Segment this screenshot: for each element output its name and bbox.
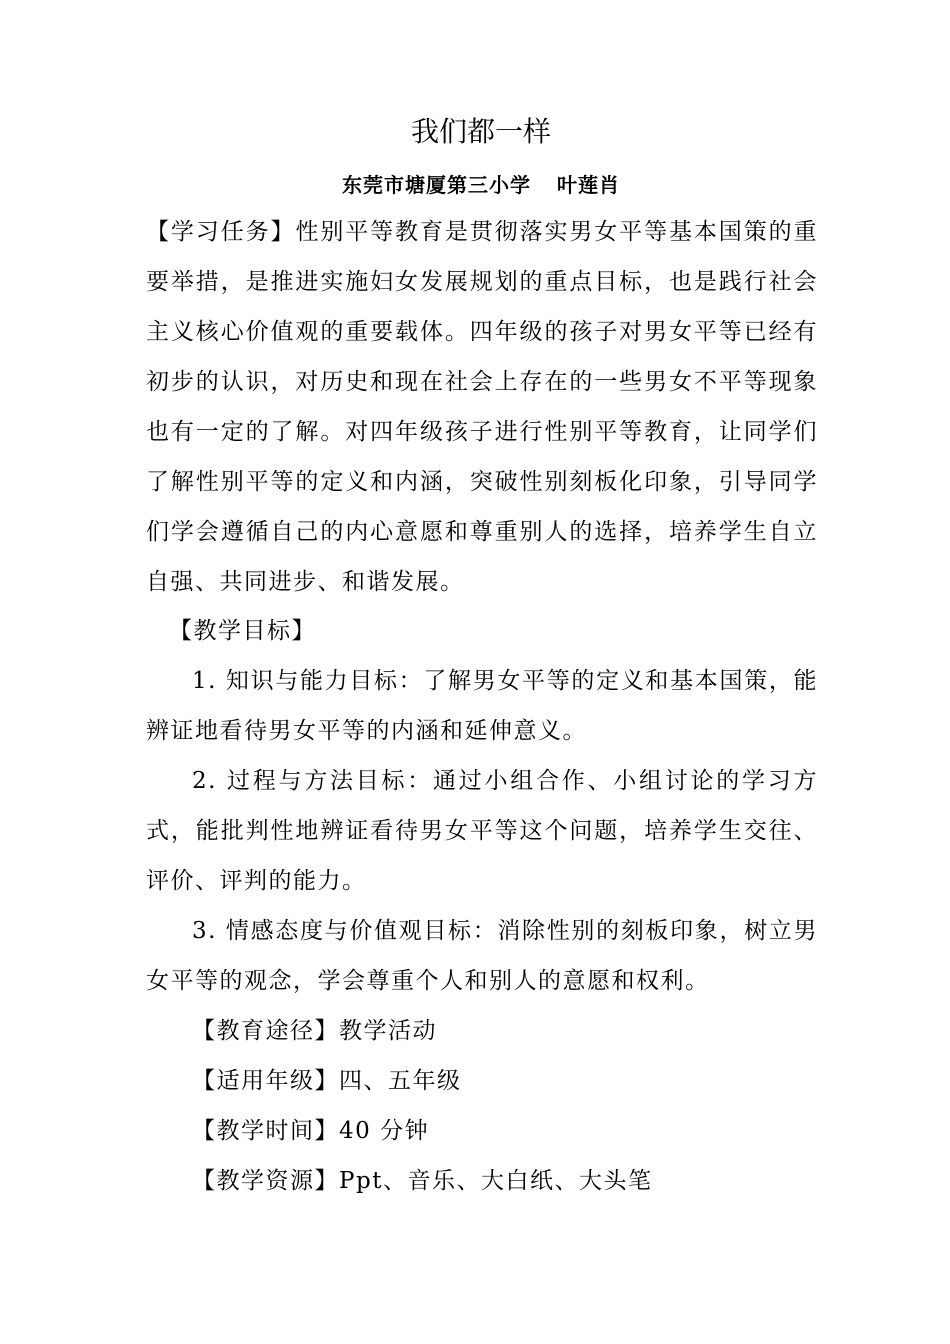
learning-task-paragraph	[146, 207, 818, 607]
author-school: 东莞市塘厦第三小学	[342, 173, 531, 197]
learning-task-label: 【学习任务】	[146, 219, 296, 245]
author-line	[146, 168, 816, 202]
goal-item-1: 1. 知识与能力目标：了解男女平等的定义和基本国策，能辨证地看待男女平等的内涵和延伸意义。	[146, 668, 818, 744]
goals-heading: 【教学目标】	[169, 618, 316, 644]
field-education-approach	[146, 1006, 864, 1056]
field-teaching-resources	[146, 1156, 864, 1206]
field-applicable-grade	[146, 1056, 864, 1106]
field-label: 【教学资源】	[192, 1168, 339, 1194]
goal-item-2: 2. 过程与方法目标：通过小组合作、小组讨论的学习方式，能批判性地辨证看待男女平等这个问题，培养学生交往、评价、评判的能力。	[146, 768, 818, 894]
learning-task-text: 性别平等教育是贯彻落实男女平等基本国策的重要举措，是推进实施妇女发展规划的重点目标，也是践行社会主义核心价值观的重要载体。四年级的孩子对男女平等已经有初步的认识，对历史和现在社会上存在的一些男女不平等现象也有一定的了解。对四年级孩子进行性别平等教育，让同学们了解性别平等的定义和内涵，突破性别刻板化印象，引导同学们学会遵循自己的内心意愿和尊重别人的选择，培养学生自立自强、共同进步、和谐发展。	[146, 219, 819, 595]
goal-item-3: 3. 情感态度与价值观目标：消除性别的刻板印象，树立男女平等的观念，学会尊重个人和别人的意愿和权利。	[146, 918, 818, 994]
document-title: 我们都一样	[410, 115, 551, 148]
author-name: 叶莲肖	[557, 173, 620, 197]
field-label: 【教育途径】	[192, 1018, 339, 1044]
field-teaching-time	[146, 1106, 864, 1156]
field-label: 【适用年级】	[192, 1068, 339, 1094]
field-value: 教学活动	[339, 1018, 437, 1044]
field-value: 四、五年级	[339, 1068, 462, 1094]
field-value: Ppt、音乐、大白纸、大头笔	[339, 1168, 653, 1194]
field-value: 40 分钟	[339, 1118, 430, 1144]
field-label: 【教学时间】	[192, 1118, 339, 1144]
